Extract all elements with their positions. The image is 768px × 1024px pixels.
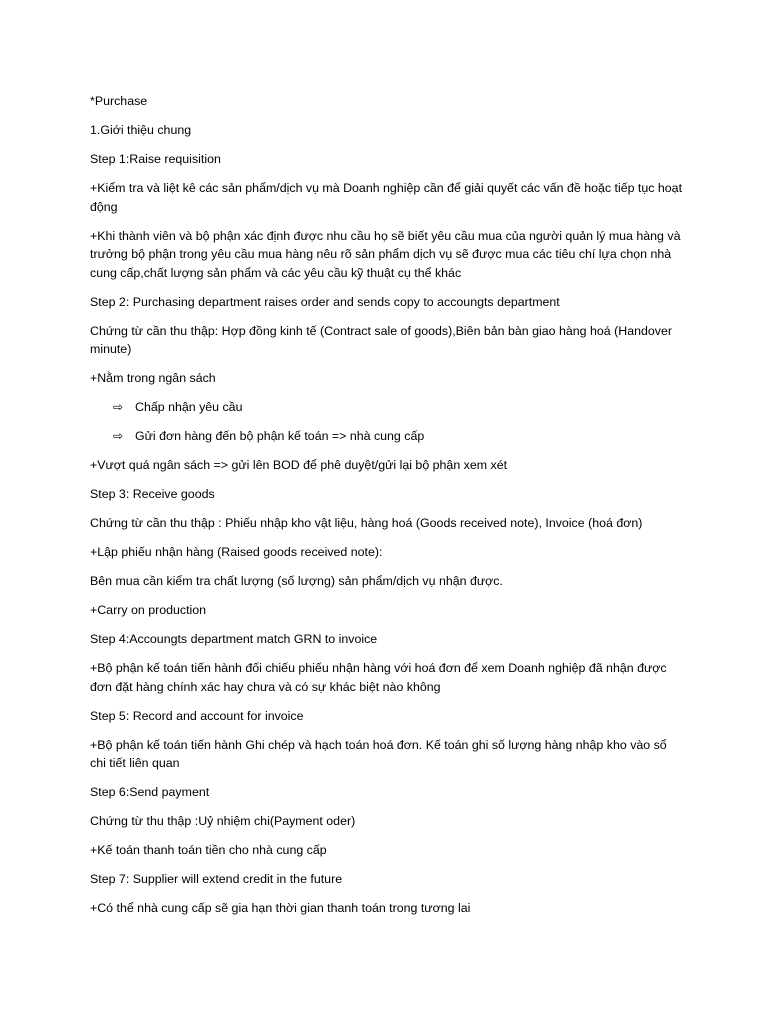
step-2-over-budget: +Vượt quá ngân sách => gửi lên BOD để phê duyệt/gửi lại bộ phận xem xét <box>90 458 508 472</box>
step-4-heading: Step 4:Accoungts department match GRN to invoice <box>90 632 378 646</box>
step-3-point-3: +Carry on production <box>90 603 207 617</box>
step-6-heading: Step 6:Send payment <box>90 785 210 799</box>
step-1-point-1: +Kiểm tra và liệt kê các sản phẩm/dịch vụ mà Doanh nghiệp cần để giải quyết các vấn đề hoặc tiếp tục hoạt động <box>90 181 683 214</box>
section-heading-purchase: *Purchase <box>90 94 148 108</box>
arrow-right-outline-icon: ⇨ <box>113 429 124 443</box>
step-3-heading: Step 3: Receive goods <box>90 487 215 501</box>
step-3-point-1: +Lập phiếu nhận hàng (Raised goods received note): <box>90 545 383 559</box>
bullet-item-text: Gửi đơn hàng đến bộ phận kế toán => nhà cung cấp <box>135 429 425 443</box>
step-5-heading: Step 5: Record and account for invoice <box>90 708 304 723</box>
within-budget-bullet-list <box>90 398 683 446</box>
step-5-point-1: +Bộ phận kế toán tiến hành Ghi chép và hạch toán hoá đơn. Kế toán ghi số lượng hàng nhập kho vào sổ chi tiết liên quan <box>90 737 667 770</box>
step-2-within-budget: +Nằm trong ngân sách <box>90 371 216 385</box>
step-3-point-2: Bên mua cần kiểm tra chất lượng (số lượng) sản phẩm/dịch vụ nhận được. <box>90 574 503 588</box>
bullet-item-send-order <box>90 427 683 446</box>
step-4-point-1: +Bộ phận kế toán tiến hành đối chiếu phiếu nhận hàng với hoá đơn để xem Doanh nghiệp đã nhận được đơn đặt hàng chính xác hay chưa và có sự khác biệt nào không <box>90 661 667 694</box>
step-3-documents: Chứng từ cần thu thập : Phiếu nhập kho vật liệu, hàng hoá (Goods received note), Invoice (hoá đơn) <box>90 516 643 530</box>
step-7-point-1: +Có thể nhà cung cấp sẽ gia hạn thời gian thanh toán trong tương lai <box>90 901 471 915</box>
step-1-heading: Step 1:Raise requisition <box>90 152 221 166</box>
step-2-heading: Step 2: Purchasing department raises order and sends copy to accoungts department <box>90 294 560 309</box>
bullet-item-accept-request <box>90 398 683 417</box>
section-title-introduction: 1.Giới thiệu chung <box>90 123 192 137</box>
step-7-heading: Step 7: Supplier will extend credit in the future <box>90 872 343 886</box>
step-6-point-1: +Kế toán thanh toán tiền cho nhà cung cấp <box>90 843 327 857</box>
step-6-documents: Chứng từ thu thập :Uỷ nhiệm chi(Payment oder) <box>90 814 356 828</box>
step-2-documents: Chứng từ cần thu thập: Hợp đồng kinh tế (Contract sale of goods),Biên bản bàn giao hàng hoá (Handover minute) <box>90 323 672 356</box>
arrow-right-outline-icon: ⇨ <box>113 400 124 414</box>
bullet-item-text: Chấp nhận yêu cầu <box>135 400 243 414</box>
step-1-point-2: +Khi thành viên và bộ phận xác định được nhu cầu họ sẽ biết yêu cầu mua của người quản lý mua hàng và trưởng bộ phận trong yêu cầu mua hàng nêu rõ sản phẩm dịch vụ sẽ được mua các tiêu chí lựa chọn nhà cung cấp,chất lượng sản phẩm và các yêu cầu kỹ thuật cụ thể khác <box>90 228 681 280</box>
